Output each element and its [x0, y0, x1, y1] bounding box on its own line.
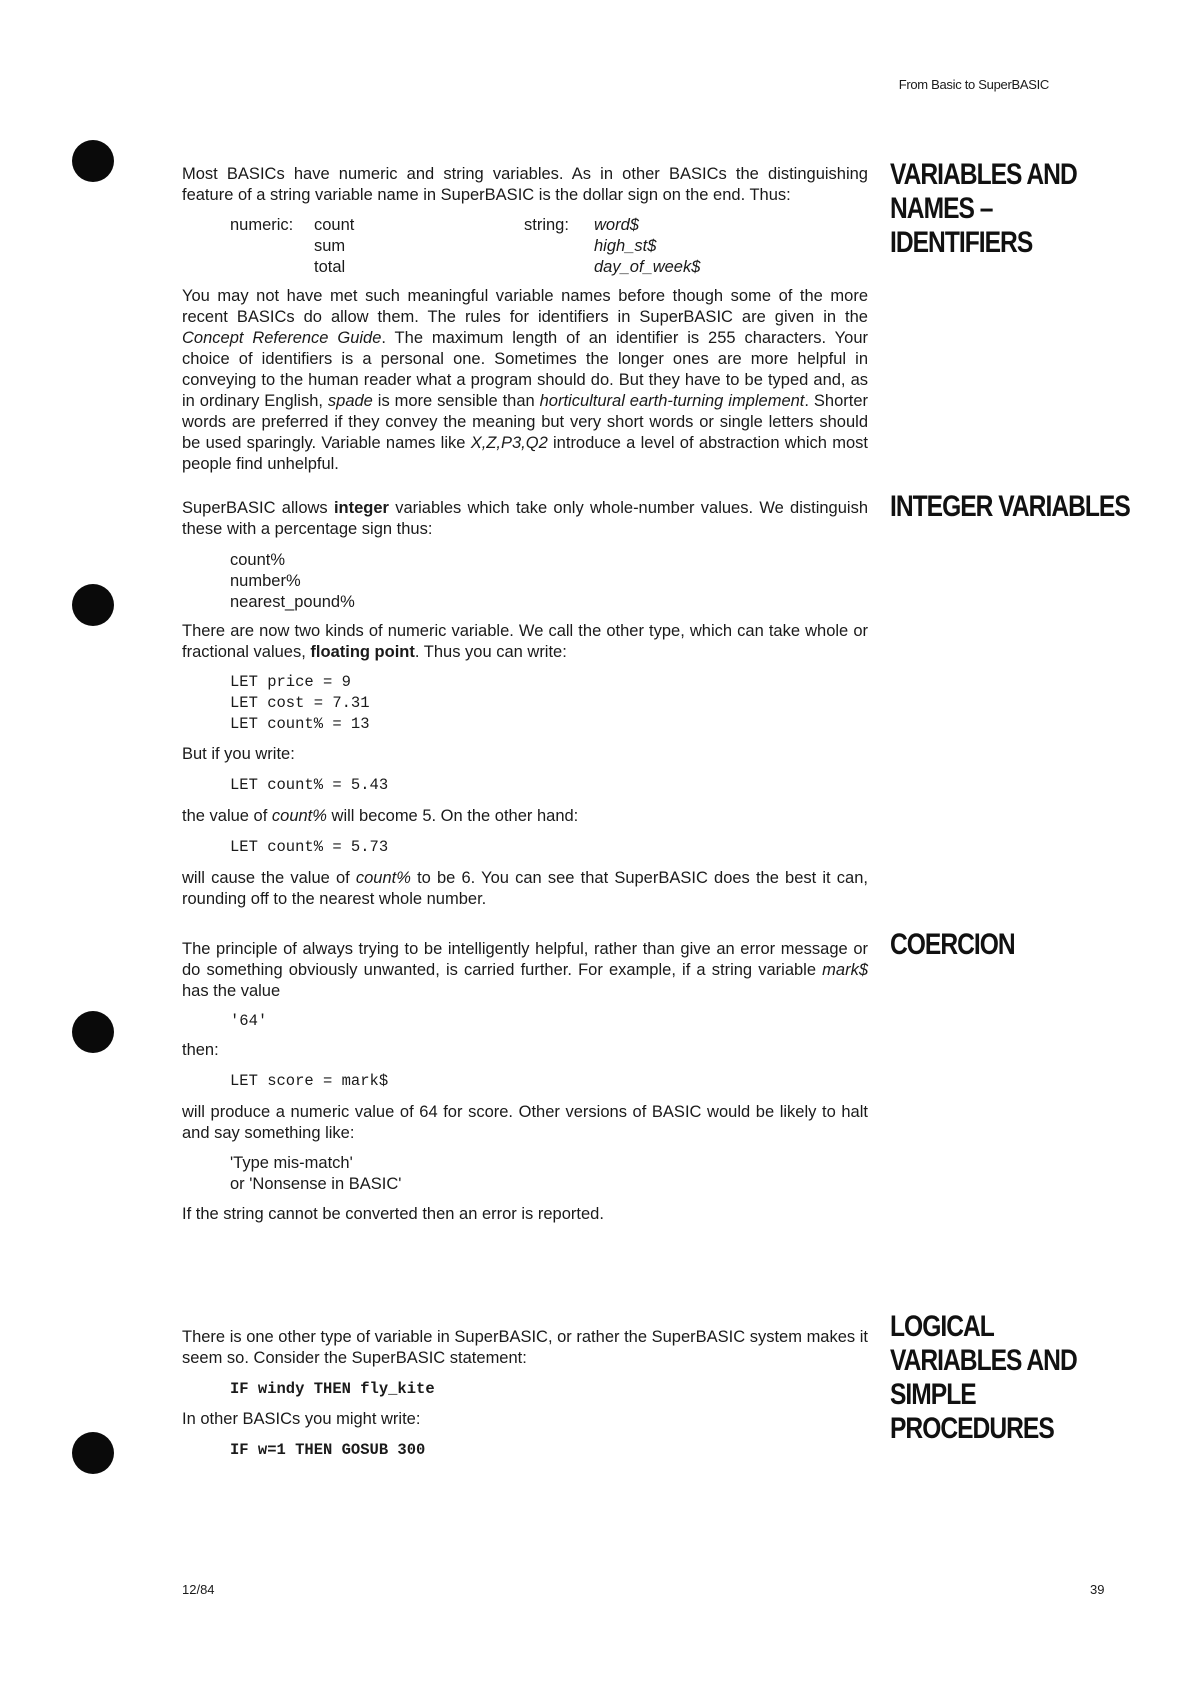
code-line: IF w=1 THEN GOSUB 300 — [230, 1441, 426, 1459]
code-line: '64' — [230, 1012, 268, 1030]
but-paragraph: But if you write: — [182, 745, 295, 763]
error-message: 'Type mis-match' — [230, 1154, 353, 1172]
numeric-example: total — [314, 258, 346, 276]
identifier-paragraph: You may not have met such meaningful variable names before though some of the more recent BASICs do allow them. The rules for identifiers in SuperBASIC are given in the Concept Reference Guide. The maximum length of an identifier is 255 characters. Your choice of identifiers is a personal one. Sometimes the longer ones are more helpful in conveying to the human reader what a program should do. But they have to be typed and, as in ordinary English, spade is more sensible than horticultural earth-turning implement. Shorter words are preferred if they convey the meaning but very short words or single letters should be used sparingly. Variable names like X,Z,P3,Q2 introduce a level of abstraction which most people find unhelpful. — [182, 287, 869, 473]
other-basics-paragraph: In other BASICs you might write: — [182, 1410, 421, 1428]
floating-point-paragraph: There are now two kinds of numeric variable. We call the other type, which can take whole or fractional values, floating point. Thus you can write: — [182, 622, 868, 661]
numeric-example: count — [314, 216, 355, 234]
error-message: or 'Nonsense in BASIC' — [230, 1175, 402, 1193]
code-line: LET count% = 5.43 — [230, 776, 389, 794]
coercion-result-paragraph: will produce a numeric value of 64 for score. Other versions of BASIC would be likely to halt and say something like: — [182, 1103, 868, 1142]
integer-intro: SuperBASIC allows integer variables which take only whole-number values. We distinguish these with a percentage sign thus: — [182, 499, 868, 538]
heading-coercion: COERCION — [890, 928, 1015, 961]
binder-hole-4 — [72, 1432, 114, 1474]
heading-variables-names-identifiers: VARIABLES AND NAMES – IDENTIFIERS — [890, 158, 1077, 259]
footer-date: 12/84 — [182, 1582, 215, 1597]
code-line: LET cost = 7.31 — [230, 694, 370, 712]
section-logical — [182, 1327, 868, 1461]
string-example: day_of_week$ — [594, 258, 701, 276]
code-line: LET count% = 5.73 — [230, 838, 389, 856]
binder-hole-1 — [72, 140, 114, 182]
string-label: string: — [524, 216, 569, 234]
rounding-up-paragraph: will cause the value of count% to be 6. You can see that SuperBASIC does the best it can, rounding off to the nearest whole number. — [182, 869, 868, 908]
heading-logical-variables: LOGICAL VARIABLES AND SIMPLE PROCEDURES — [890, 1310, 1077, 1445]
error-messages — [182, 1153, 868, 1195]
code-line: LET count% = 13 — [230, 715, 370, 733]
conversion-error-paragraph: If the string cannot be converted then an error is reported. — [182, 1205, 604, 1223]
string-example: word$ — [594, 216, 639, 234]
rounding-down-paragraph: the value of count% will become 5. On the other hand: — [182, 807, 579, 825]
heading-integer-variables: INTEGER VARIABLES — [890, 490, 1130, 523]
section-coercion — [182, 939, 868, 1225]
code-line: IF windy THEN fly_kite — [230, 1380, 435, 1398]
numeric-label: numeric: — [230, 216, 294, 234]
variable-examples-table — [230, 215, 868, 278]
then-paragraph: then: — [182, 1041, 219, 1059]
integer-example: count% — [230, 551, 286, 569]
section-variables — [182, 164, 868, 475]
string-example: high_st$ — [594, 237, 657, 255]
logical-intro-paragraph: There is one other type of variable in SuperBASIC, or rather the SuperBASIC system makes it seem so. Consider the SuperBASIC statement: — [182, 1328, 868, 1367]
numeric-example: sum — [314, 237, 346, 255]
page-number: 39 — [1090, 1582, 1105, 1597]
code-block-assignments — [182, 672, 868, 735]
code-line: LET score = mark$ — [230, 1072, 389, 1090]
code-line: LET price = 9 — [230, 673, 351, 691]
coercion-paragraph: The principle of always trying to be intelligently helpful, rather than give an error message or do something obviously unwanted, is carried further. For example, if a string variable mark$ has the value — [182, 940, 868, 1000]
intro-paragraph: Most BASICs have numeric and string variables. As in other BASICs the distinguishing feature of a string variable name in SuperBASIC is the dollar sign on the end. Thus: — [182, 165, 868, 204]
section-integer — [182, 498, 868, 910]
binder-hole-3 — [72, 1011, 114, 1053]
binder-hole-2 — [72, 584, 114, 626]
integer-examples — [182, 550, 868, 613]
integer-example: number% — [230, 572, 301, 590]
integer-example: nearest_pound% — [230, 593, 355, 611]
running-header: From Basic to SuperBASIC — [898, 77, 1049, 92]
